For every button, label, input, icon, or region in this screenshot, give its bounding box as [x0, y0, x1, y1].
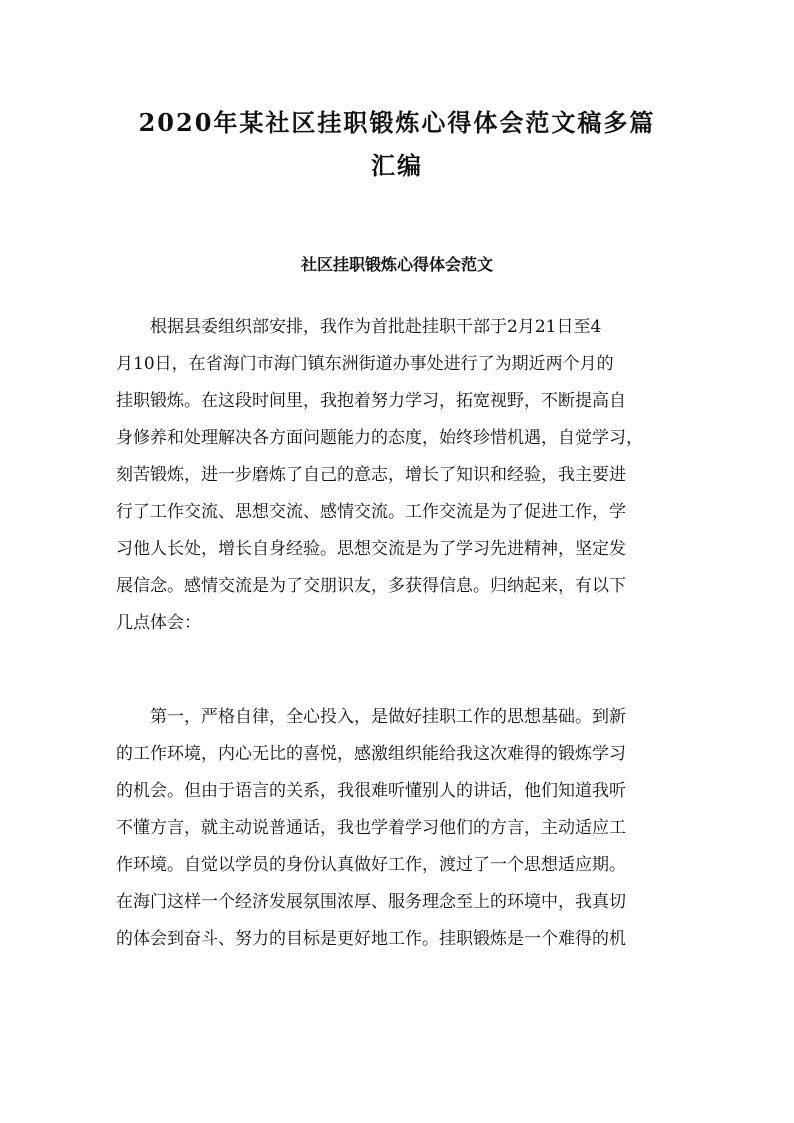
paragraph-2-line: 在海门这样一个经济发展氛围浓厚、服务理念至上的环境中，我真切 [116, 892, 626, 912]
paragraph-2-line: 的体会到奋斗、努力的目标是更好地工作。挂职锻炼是一个难得的机 [116, 929, 626, 949]
paragraph-1-line: 习他人长处，增长自身经验。思想交流是为了学习先进精神，坚定发 [116, 539, 626, 559]
paragraph-2-line: 不懂方言，就主动说普通话，我也学着学习他们的方言，主动适应工 [116, 818, 626, 838]
paragraph-1-line: 展信念。感情交流是为了交朋识友，多获得信息。归纳起来，有以下 [116, 576, 626, 596]
paragraph-2-line: 的工作环境，内心无比的喜悦，感激组织能给我这次难得的锻炼学习 [116, 744, 626, 764]
paragraph-2 [116, 699, 696, 958]
paragraph-1-line: 几点体会： [116, 613, 201, 633]
document-title-line-1: 2020年某社区挂职锻炼心得体会范文稿多篇 [138, 108, 656, 137]
paragraph-2-line: 第一，严格自律，全心投入，是做好挂职工作的思想基础。到新 [150, 707, 626, 727]
paragraph-1-line: 挂职锻炼。在这段时间里，我抱着努力学习，拓宽视野，不断提高自 [116, 391, 626, 411]
paragraph-1-line: 根据县委组织部安排，我作为首批赴挂职干部于2月21日至4 [150, 317, 602, 337]
paragraph-1 [116, 309, 696, 642]
paragraph-1-line: 月10日，在省海门市海门镇东洲街道办事处进行了为期近两个月的 [116, 354, 614, 374]
paragraph-1-line: 刻苦锻炼，进一步磨炼了自己的意志，增长了知识和经验，我主要进 [116, 465, 626, 485]
paragraph-2-line: 的机会。但由于语言的关系，我很难听懂别人的讲话，他们知道我听 [116, 781, 626, 801]
paragraph-1-line: 行了工作交流、思想交流、感情交流。工作交流是为了促进工作，学 [116, 502, 626, 522]
document-title-line-2: 汇编 [371, 151, 423, 180]
paragraph-1-line: 身修养和处理解决各方面问题能力的态度，始终珍惜机遇，自觉学习， [116, 428, 643, 448]
section-subtitle: 社区挂职锻炼心得体会范文 [300, 255, 493, 274]
paragraph-2-line: 作环境。自觉以学员的身份认真做好工作，渡过了一个思想适应期。 [116, 855, 626, 875]
